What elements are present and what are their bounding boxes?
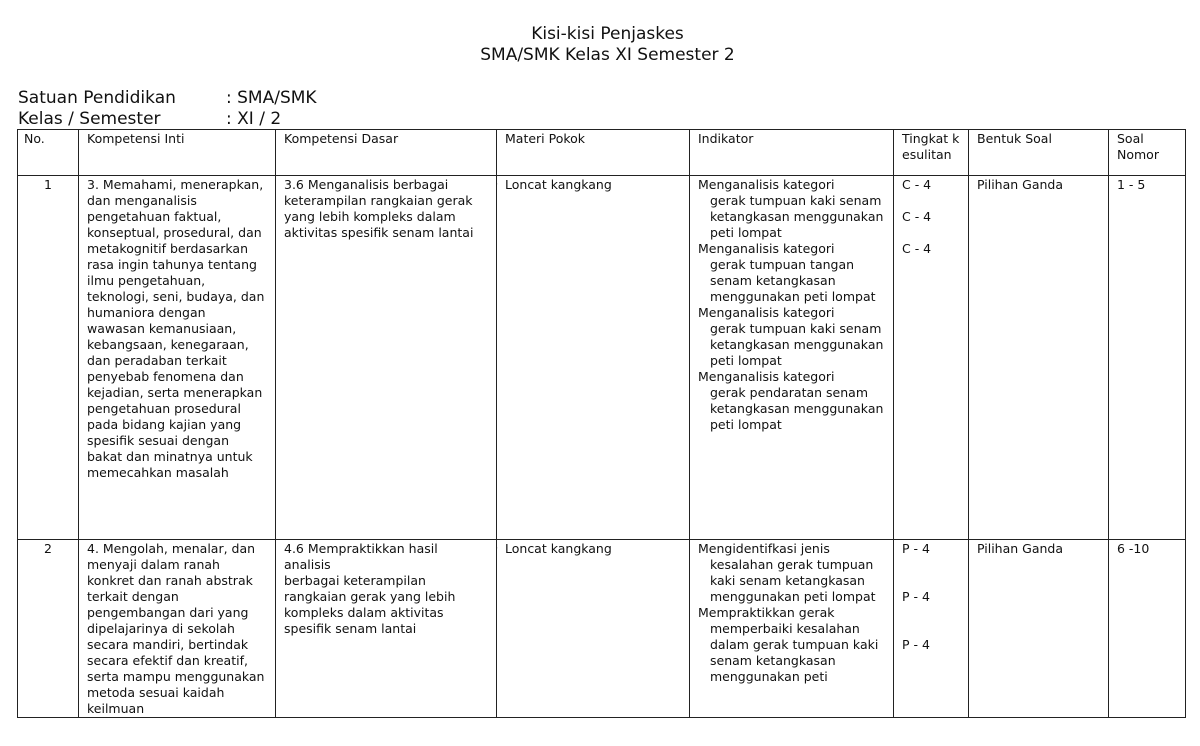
indikator-rest: gerak pendaratan senam ketangkasan menggunakan peti lompat (710, 385, 884, 432)
indikator-rest: gerak tumpuan tangan senam ketangkasan menggunakan peti lompat (710, 257, 876, 304)
header-kompetensi-dasar: Kompetensi Dasar (276, 130, 497, 176)
meta-kelas-semester (18, 109, 281, 129)
table-header-row (18, 130, 1186, 176)
meta-value: : XI / 2 (226, 109, 282, 129)
meta-value: : SMA/SMK (226, 88, 317, 108)
list-item (698, 241, 885, 305)
cell-no: 2 (18, 540, 79, 718)
header-bentuk-soal: Bentuk Soal (969, 130, 1109, 176)
level-label: C - 4 (902, 177, 932, 192)
cell-materi-pokok (497, 176, 690, 540)
indikator-head: Mempraktikkan gerak (698, 605, 835, 620)
header-no: No. (18, 130, 79, 176)
cell-soal-nomor: 6 -10 (1109, 540, 1186, 718)
indikator-head: Mengidentifkasi jenis (698, 541, 830, 556)
level-label: P - 4 (902, 589, 930, 604)
header-kompetensi-inti: Kompetensi Inti (79, 130, 276, 176)
indikator-rest: gerak tumpuan kaki senam ketangkasan menggunakan peti lompat (710, 321, 884, 368)
meta-label: Kelas / Semester (18, 109, 161, 129)
header-tingkat-kesulitan: Tingkat kesulitan (894, 130, 969, 176)
list-item: • Loncat kangkang (505, 541, 681, 557)
header-materi-pokok: Materi Pokok (497, 130, 690, 176)
table-row (18, 540, 1186, 718)
cell-indikator (690, 176, 894, 540)
indikator-head: Menganalisis kategori (698, 241, 835, 256)
kisi-kisi-table (17, 129, 1186, 718)
cell-materi-pokok (497, 540, 690, 718)
table-row (18, 176, 1186, 540)
level-label: P - 4 (902, 541, 930, 556)
kd-line: berbagai keterampilan rangkaian gerak yang lebih kompleks dalam aktivitas spesifik senam lantai (284, 573, 456, 636)
cell-soal-nomor: 1 - 5 (1109, 176, 1186, 540)
cell-kompetensi-inti: 3. Memahami, menerapkan, dan menganalisis pengetahuan faktual, konseptual, prosedural, dan metakognitif berdasarkan rasa ingin tahunya tentang ilmu pengetahuan, teknologi, seni, budaya, dan humaniora dengan wawasan kemanusiaan, kebangsaan, kenegaraan, dan peradaban terkait penyebab fenomena dan kejadian, serta menerapkan pengetahuan prosedural pada bidang kajian yang spesifik sesuai dengan bakat dan minatnya untuk memecahkan masalah (79, 176, 276, 540)
indikator-head: Menganalisis kategori (698, 369, 835, 384)
list-item (698, 369, 885, 433)
meta-satuan-pendidikan (18, 88, 317, 108)
cell-no: 1 (18, 176, 79, 540)
level-label: P - 4 (902, 637, 930, 652)
indikator-rest: gerak tumpuan kaki senam ketangkasan menggunakan peti lompat (710, 193, 884, 240)
header-indikator: Indikator (690, 130, 894, 176)
level-label: C - 4 (902, 209, 932, 224)
cell-kompetensi-inti: 4. Mengolah, menalar, dan menyaji dalam ranah konkret dan ranah abstrak terkait dengan pengembangan dari yang dipelajarinya di sekolah secara mandiri, bertindak secara efektif dan kreatif, serta mampu menggunakan metoda sesuai kaidah keilmuan (79, 540, 276, 718)
level-label: C - 4 (902, 241, 932, 256)
indikator-rest: memperbaiki kesalahan dalam gerak tumpuan kaki senam ketangkasan menggunakan peti (710, 621, 879, 684)
cell-tingkat-kesulitan (894, 540, 969, 718)
list-item (698, 541, 885, 605)
list-item (698, 605, 885, 685)
kd-line: 4.6 Mempraktikkan hasil analisis (284, 541, 438, 572)
indikator-head: Menganalisis kategori (698, 177, 835, 192)
cell-bentuk-soal: Pilihan Ganda (969, 540, 1109, 718)
cell-indikator (690, 540, 894, 718)
meta-label: Satuan Pendidikan (18, 88, 176, 108)
list-item (698, 305, 885, 369)
cell-kompetensi-dasar: 3.6 Menganalisis berbagai keterampilan rangkaian gerak yang lebih kompleks dalam aktivitas spesifik senam lantai (276, 176, 497, 540)
document-subtitle: SMA/SMK Kelas XI Semester 2 (480, 45, 735, 65)
document-title: Kisi-kisi Penjaskes (531, 24, 684, 44)
list-item: • Loncat kangkang (505, 177, 681, 193)
indikator-rest: kesalahan gerak tumpuan kaki senam ketangkasan menggunakan peti lompat (710, 557, 876, 604)
list-item (698, 177, 885, 241)
header-soal-nomor: Soal Nomor (1109, 130, 1186, 176)
indikator-head: Menganalisis kategori (698, 305, 835, 320)
cell-bentuk-soal: Pilihan Ganda (969, 176, 1109, 540)
cell-tingkat-kesulitan (894, 176, 969, 540)
cell-kompetensi-dasar (276, 540, 497, 718)
